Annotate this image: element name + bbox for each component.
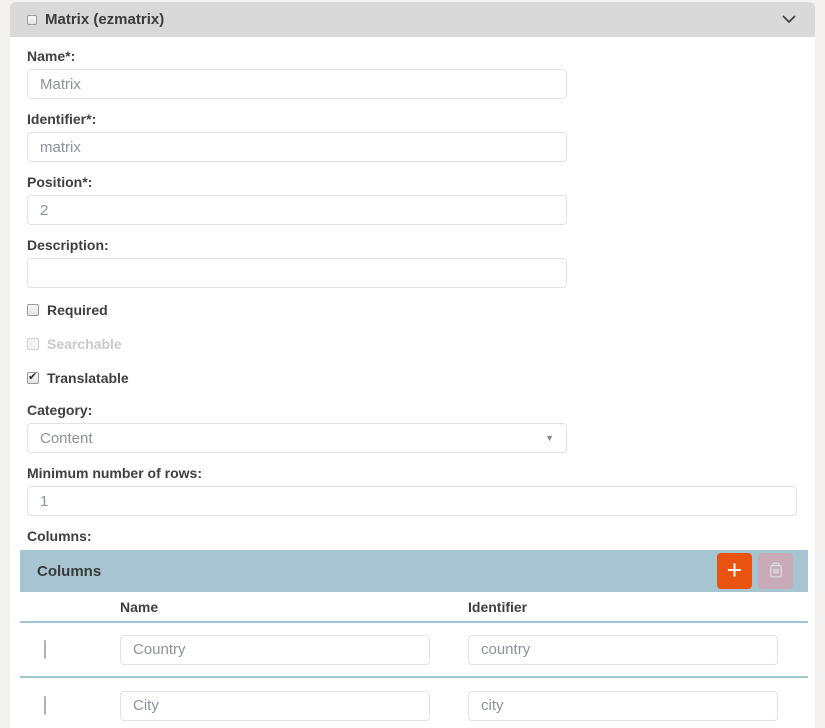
table-row bbox=[20, 678, 808, 728]
identifier-label: Identifier*: bbox=[27, 111, 97, 127]
name-label: Name*: bbox=[27, 48, 76, 64]
row-select-checkbox[interactable] bbox=[44, 640, 46, 659]
position-input[interactable] bbox=[27, 195, 567, 225]
description-input[interactable] bbox=[27, 258, 567, 288]
searchable-checkbox bbox=[27, 338, 39, 350]
plus-icon: + bbox=[726, 554, 743, 585]
searchable-label: Searchable bbox=[47, 336, 122, 352]
delete-columns-button bbox=[758, 553, 793, 589]
column-header-identifier: Identifier bbox=[468, 598, 528, 615]
column-identifier-input[interactable] bbox=[468, 691, 778, 721]
add-column-button[interactable] bbox=[717, 553, 752, 589]
translatable-label: Translatable bbox=[47, 370, 129, 386]
required-row bbox=[10, 302, 815, 318]
min-rows-input[interactable] bbox=[27, 486, 797, 516]
field-definition-panel bbox=[10, 2, 815, 728]
name-input[interactable] bbox=[27, 69, 567, 99]
required-label: Required bbox=[47, 302, 108, 318]
row-select-checkbox[interactable] bbox=[44, 696, 46, 715]
translatable-row bbox=[10, 370, 815, 386]
column-name-input[interactable] bbox=[120, 635, 430, 665]
searchable-row bbox=[10, 336, 815, 352]
columns-label: Columns: bbox=[27, 528, 92, 544]
chevron-down-icon: ▼ bbox=[545, 433, 554, 443]
category-selected-value: Content bbox=[40, 429, 93, 447]
columns-table-head bbox=[20, 592, 808, 623]
columns-table bbox=[20, 550, 808, 728]
trash-icon bbox=[766, 560, 786, 583]
translatable-checkbox[interactable] bbox=[27, 372, 39, 384]
table-row bbox=[20, 623, 808, 678]
category-select[interactable] bbox=[27, 423, 567, 453]
collapse-toggle-button[interactable] bbox=[782, 12, 796, 27]
field-definition-form bbox=[10, 37, 815, 728]
column-header-name: Name bbox=[120, 598, 159, 615]
field-definition-header[interactable] bbox=[10, 2, 815, 37]
min-rows-label: Minimum number of rows: bbox=[27, 465, 202, 481]
column-identifier-input[interactable] bbox=[468, 635, 778, 665]
category-label: Category: bbox=[27, 402, 93, 418]
columns-table-title: Columns bbox=[37, 562, 102, 580]
required-checkbox[interactable] bbox=[27, 304, 39, 316]
description-label: Description: bbox=[27, 237, 109, 253]
chevron-down-icon bbox=[782, 12, 796, 27]
position-label: Position*: bbox=[27, 174, 93, 190]
columns-table-header bbox=[20, 550, 808, 592]
field-definition-title: Matrix (ezmatrix) bbox=[45, 11, 165, 28]
field-select-checkbox[interactable] bbox=[27, 15, 37, 25]
identifier-input[interactable] bbox=[27, 132, 567, 162]
column-name-input[interactable] bbox=[120, 691, 430, 721]
